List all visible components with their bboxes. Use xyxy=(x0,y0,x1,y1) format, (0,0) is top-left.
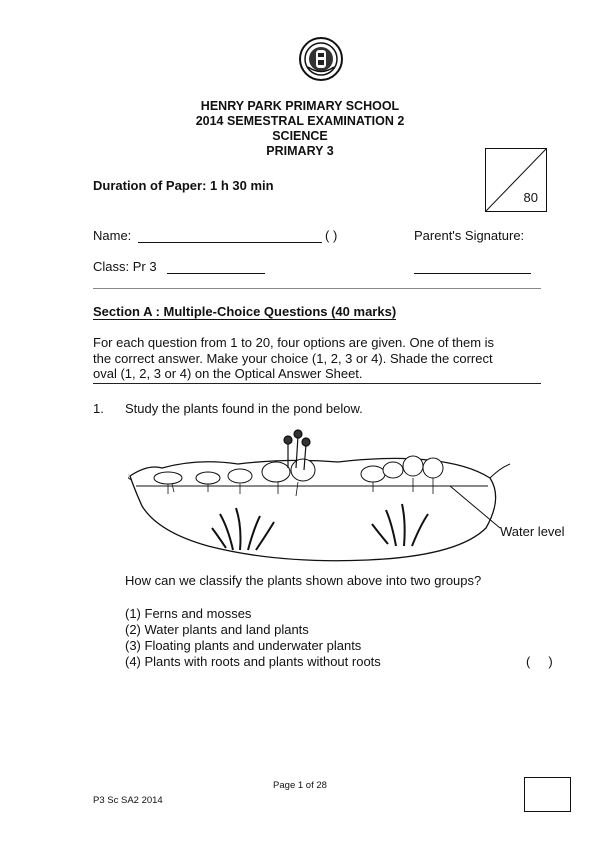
instructions-line-2: the correct answer. Make your choice (1, 2, 3 or 4). Shade the correct xyxy=(93,350,493,366)
section-instructions xyxy=(93,335,494,382)
name-label: Name: xyxy=(93,228,132,243)
answer-bracket[interactable]: ( ) xyxy=(526,654,553,669)
score-box xyxy=(524,777,571,812)
index-number-bracket: ( ) xyxy=(325,228,338,243)
page-number: Page 1 of 28 xyxy=(273,780,327,791)
school-name: HENRY PARK PRIMARY SCHOOL xyxy=(200,99,400,113)
signature-blank[interactable] xyxy=(414,273,531,274)
instructions-underline xyxy=(93,383,541,384)
level-title: PRIMARY 3 xyxy=(266,144,334,158)
answer-option-4: (4) Plants with roots and plants without roots xyxy=(125,654,381,669)
instructions-line-3: oval (1, 2, 3 or 4) on the Optical Answer Sheet. xyxy=(93,366,363,381)
school-crest-logo xyxy=(298,36,344,82)
pond-diagram xyxy=(128,428,518,578)
question-stem: Study the plants found in the pond below. xyxy=(125,401,363,416)
answer-option-2: (2) Water plants and land plants xyxy=(125,622,309,637)
paper-code: P3 Sc SA2 2014 xyxy=(93,795,163,806)
class-blank[interactable] xyxy=(167,273,265,274)
section-title xyxy=(93,304,396,320)
divider xyxy=(93,288,541,289)
duration-text: Duration of Paper: 1 h 30 min xyxy=(93,178,274,193)
total-marks: 80 xyxy=(523,190,538,205)
answer-option-1: (1) Ferns and mosses xyxy=(125,606,252,621)
marks-box xyxy=(485,148,547,212)
question-number: 1. xyxy=(93,401,104,416)
class-label: Class: Pr 3 xyxy=(93,259,157,274)
water-level-label: Water level xyxy=(500,524,565,539)
subject-title: SCIENCE xyxy=(272,129,328,143)
section-title-text: Section A : Multiple-Choice Questions (40 marks) xyxy=(93,304,397,319)
parent-signature-label: Parent's Signature: xyxy=(414,228,525,243)
instructions-line-1: For each question from 1 to 20, four options are given. One of them is xyxy=(93,335,495,350)
question-prompt: How can we classify the plants shown above into two groups? xyxy=(125,573,482,588)
exam-title: 2014 SEMESTRAL EXAMINATION 2 xyxy=(195,114,405,128)
name-blank[interactable] xyxy=(138,242,322,243)
answer-option-3: (3) Floating plants and underwater plants xyxy=(125,638,362,653)
